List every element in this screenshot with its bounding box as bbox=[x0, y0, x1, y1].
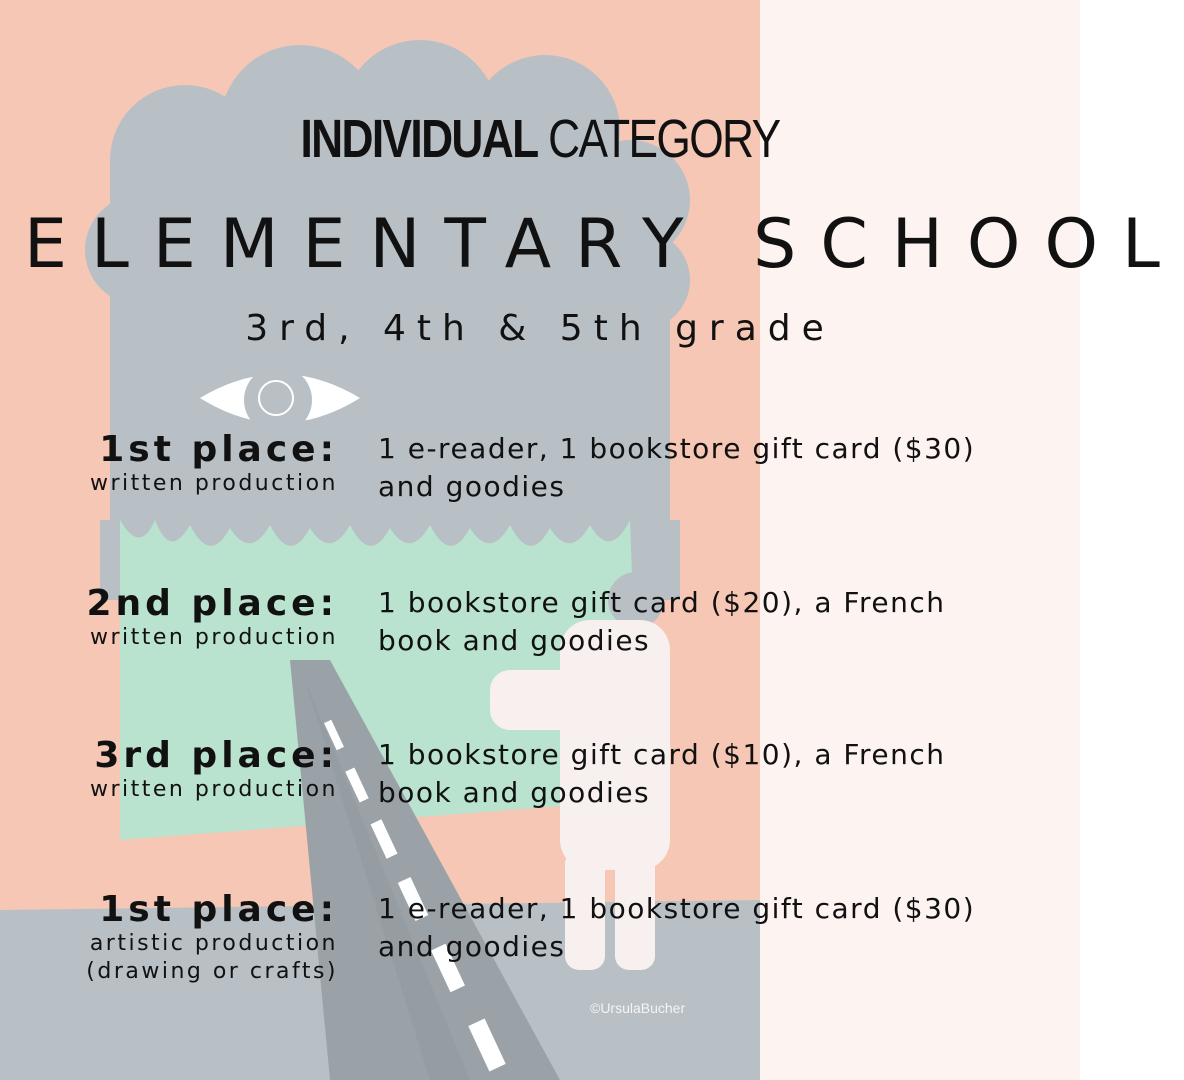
place-type-detail: (drawing or crafts) bbox=[86, 959, 338, 984]
place-type: artistic production bbox=[89, 931, 338, 956]
prize-description: 1 e-reader, 1 bookstore gift card ($30) and goodies bbox=[378, 892, 976, 963]
place-title: 1st place: bbox=[99, 889, 338, 930]
category-light: CATEGORY bbox=[548, 109, 780, 169]
place-type: written production bbox=[89, 471, 338, 496]
prize-row-place bbox=[90, 430, 338, 498]
category-bold: INDIVIDUAL bbox=[300, 109, 538, 169]
category-heading bbox=[97, 108, 983, 170]
place-title: 2nd place: bbox=[86, 583, 338, 624]
prize-row-place bbox=[86, 584, 338, 652]
place-type: written production bbox=[89, 777, 338, 802]
illustrator-credit: ©UrsulaBucher bbox=[590, 1000, 686, 1016]
prize-row-place bbox=[90, 736, 338, 804]
place-title: 1st place: bbox=[99, 429, 338, 470]
prize-description: 1 bookstore gift card ($10), a French book and goodies bbox=[378, 738, 946, 809]
prize-description: 1 bookstore gift card ($20), a French book and goodies bbox=[378, 586, 946, 657]
grades-subheading: 3rd, 4th & 5th grade bbox=[245, 308, 835, 349]
prize-description: 1 e-reader, 1 bookstore gift card ($30) and goodies bbox=[378, 432, 976, 503]
school-heading bbox=[0, 205, 1184, 284]
prize-row-place bbox=[86, 890, 338, 986]
school-word-left: ELEMENTARY bbox=[24, 205, 708, 284]
place-title: 3rd place: bbox=[94, 735, 338, 776]
school-word-right: SCHOOL bbox=[753, 205, 1184, 284]
place-type: written production bbox=[89, 625, 338, 650]
